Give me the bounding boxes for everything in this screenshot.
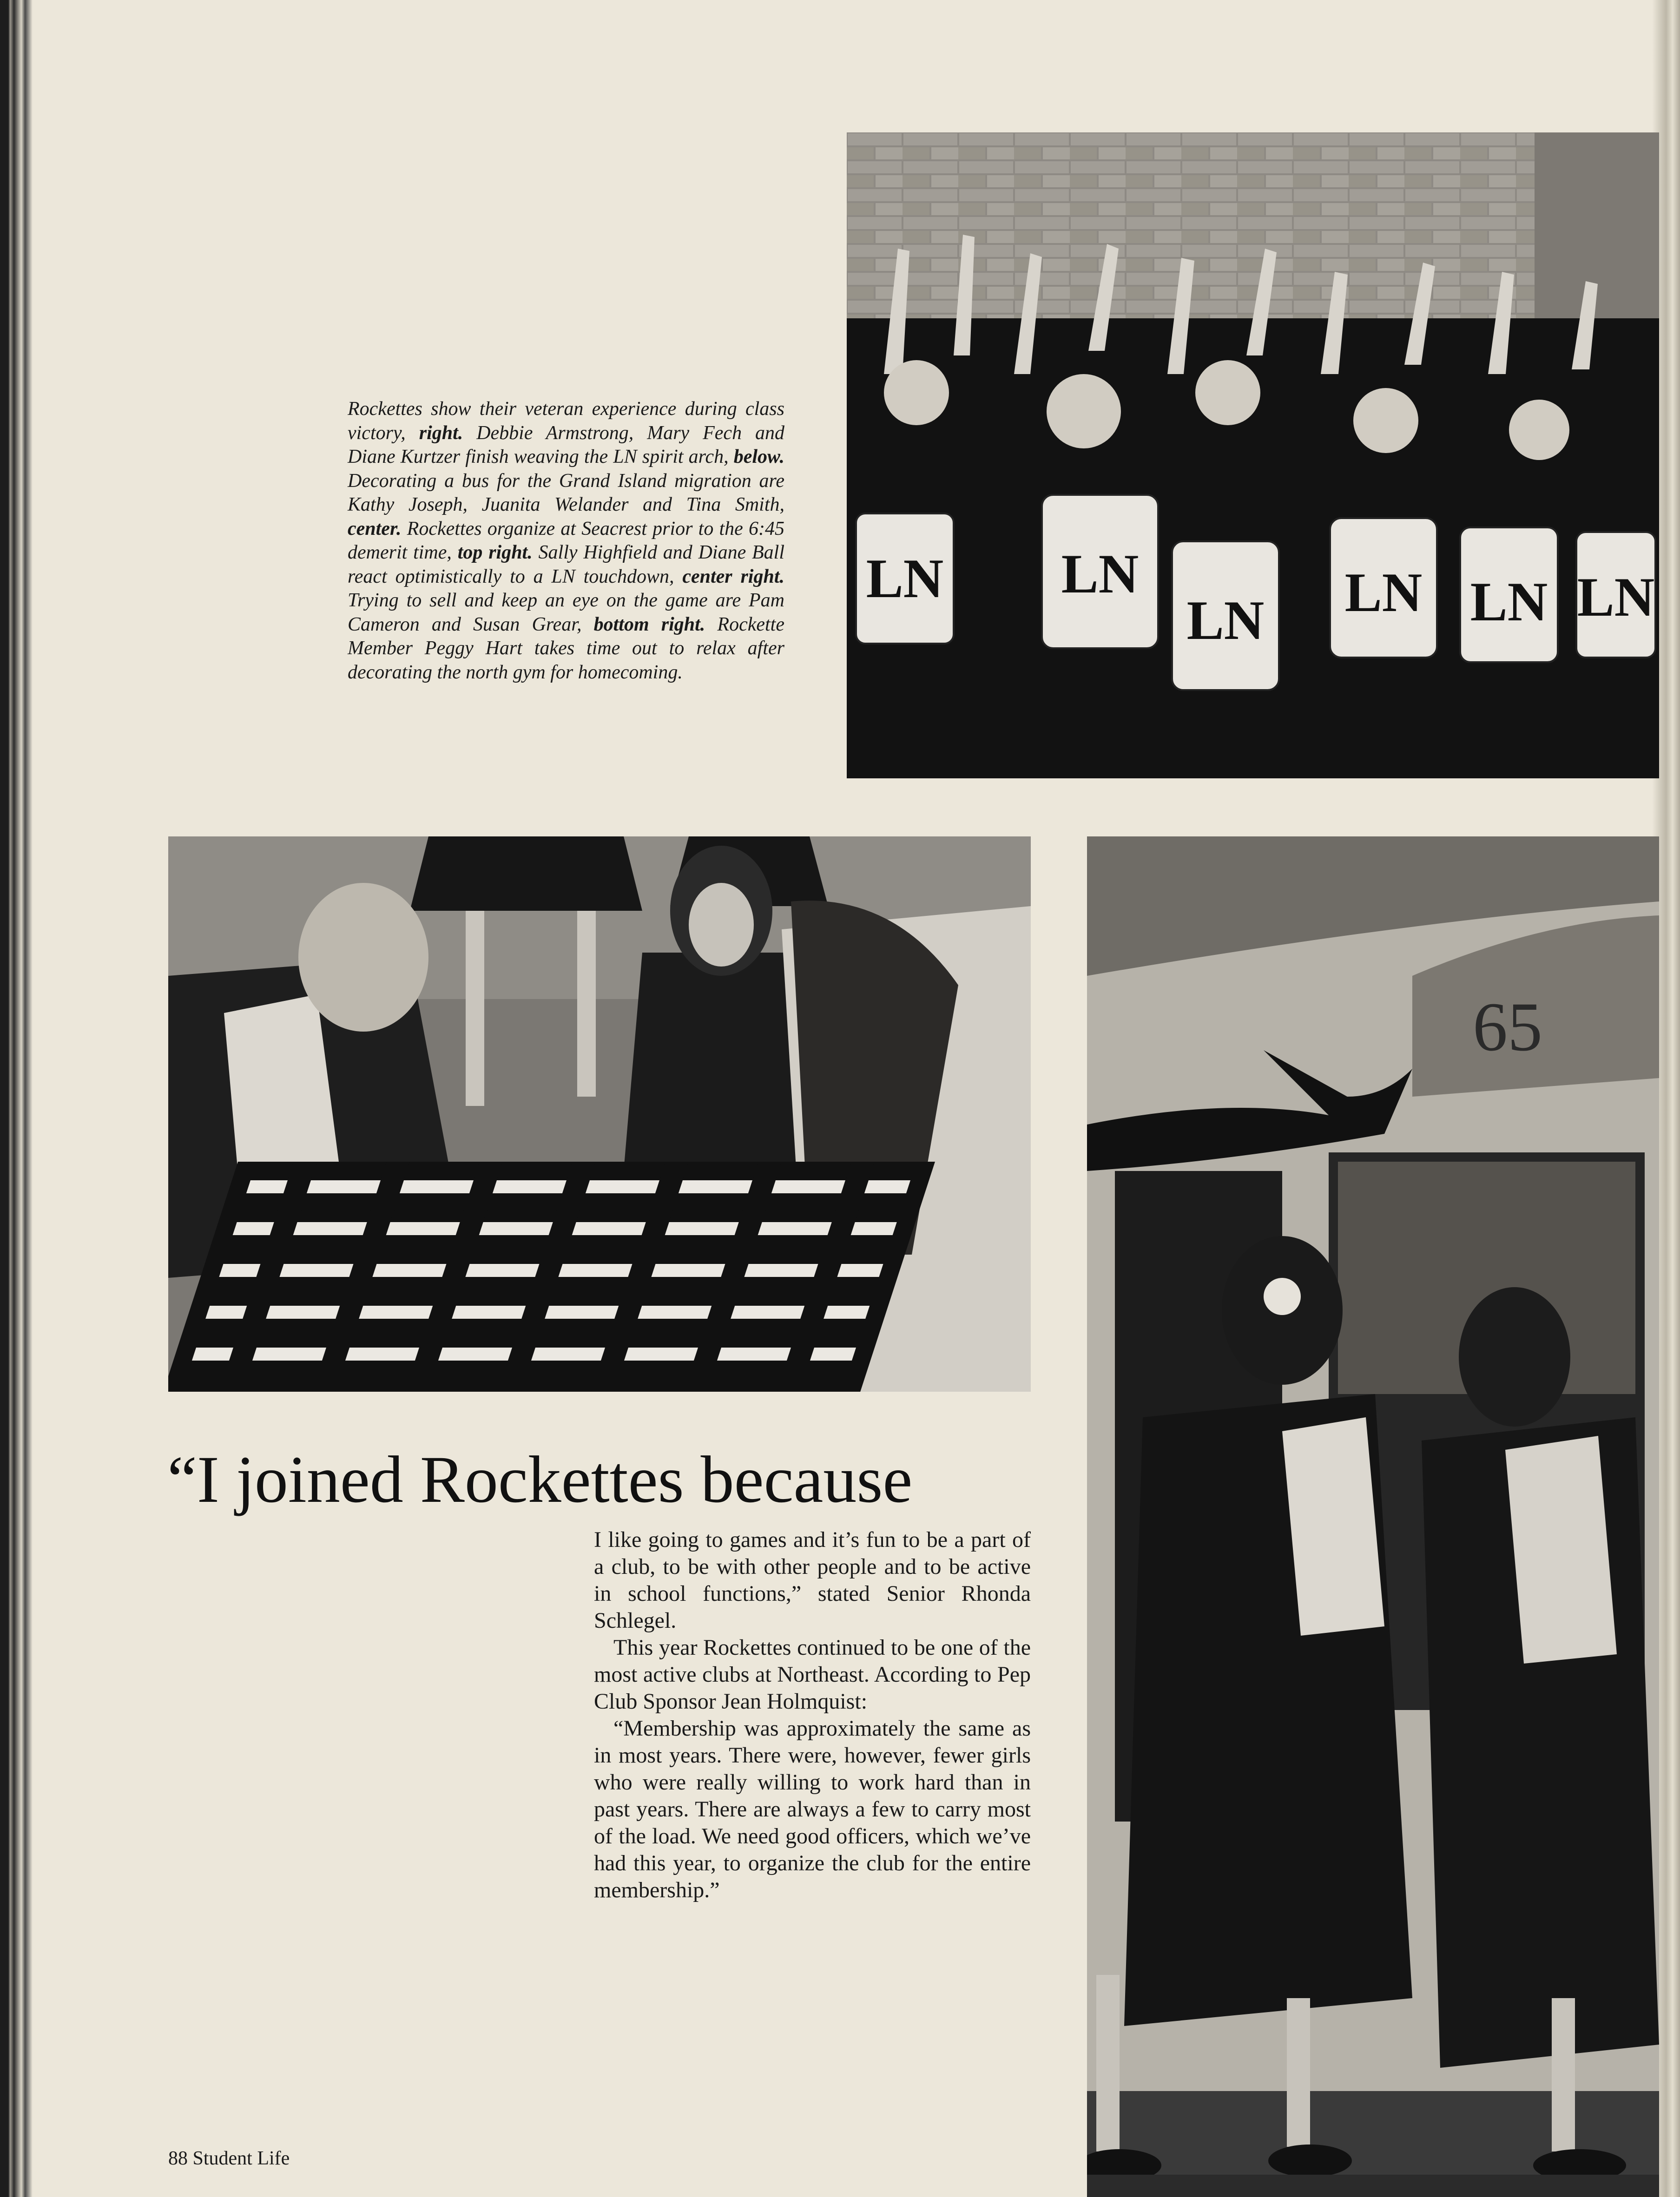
bib-letters: LN xyxy=(1344,561,1423,623)
body-paragraph: I like going to games and it’s fun to be a part of a club, to be with other people and to be active in school functions,” stated Senior Rhonda Schlegel. xyxy=(594,1527,1031,1633)
photo-caption xyxy=(348,397,784,684)
photo-weaving-spirit-arch-drawing xyxy=(168,836,1031,1392)
caption-photo-locator: top right. xyxy=(457,542,533,563)
photo-rockettes-cheering-drawing xyxy=(847,132,1659,778)
page-folio: 88 Student Life xyxy=(168,2148,290,2169)
caption-text: Debbie Armstrong, Mary Fech and Diane Kurtzer finish weaving the LN spirit arch, xyxy=(348,422,784,467)
body-paragraph: This year Rockettes continued to be one of the most active clubs at Northeast. According to Pep Club Sponsor Jean Holmquist: xyxy=(594,1635,1031,1714)
caption-text: Rockettes show their veteran experience during class victory, xyxy=(348,398,784,444)
caption-text: Rockette Member Peggy Hart takes time out to relax after decorating the north gym for homecoming. xyxy=(348,613,784,683)
caption-photo-locator: center. xyxy=(348,518,402,539)
body-paragraph: “Membership was approximately the same as in most years. There were, however, fewer girls who were really willing to work hard than in past years. There are always a few to carry most of the load. We need good officers, which we’ve had this year, to organize the club for the entire membership.” xyxy=(594,1716,1031,1902)
caption-photo-locator: right. xyxy=(419,422,463,444)
page-binding-edge xyxy=(0,0,42,2197)
bib-letters: LN xyxy=(1577,566,1655,628)
article-headline: “I joined Rockettes because xyxy=(167,1443,913,1517)
caption-photo-locator: center right. xyxy=(682,566,784,587)
photo-rockettes-cheering xyxy=(847,132,1659,778)
caption-text: Sally Highfield and Diane Ball react optimistically to a LN touchdown, xyxy=(348,542,785,587)
photo-decorating-bus-drawing xyxy=(1087,836,1659,2197)
caption-text: Rockettes organize at Seacrest prior to the 6:45 demerit time, xyxy=(348,518,784,563)
caption-photo-locator: below. xyxy=(733,446,784,467)
photo-decorating-bus xyxy=(1087,836,1659,2197)
caption-text: Decorating a bus for the Grand Island migration are Kathy Joseph, Juanita Welander and Tina Smith, xyxy=(348,470,784,515)
photo-weaving-spirit-arch xyxy=(168,836,1031,1392)
bib-letters: LN xyxy=(866,547,944,609)
bib-letters: LN xyxy=(1470,571,1548,632)
caption-photo-locator: bottom right. xyxy=(593,613,705,635)
bib-letters: LN xyxy=(1061,543,1139,605)
caption-text: Trying to sell and keep an eye on the game are Pam Cameron and Susan Grear, xyxy=(348,590,784,635)
bus-number: 65 xyxy=(1473,988,1542,1066)
bib-letters: LN xyxy=(1186,589,1265,651)
article-body xyxy=(594,1526,1031,1904)
